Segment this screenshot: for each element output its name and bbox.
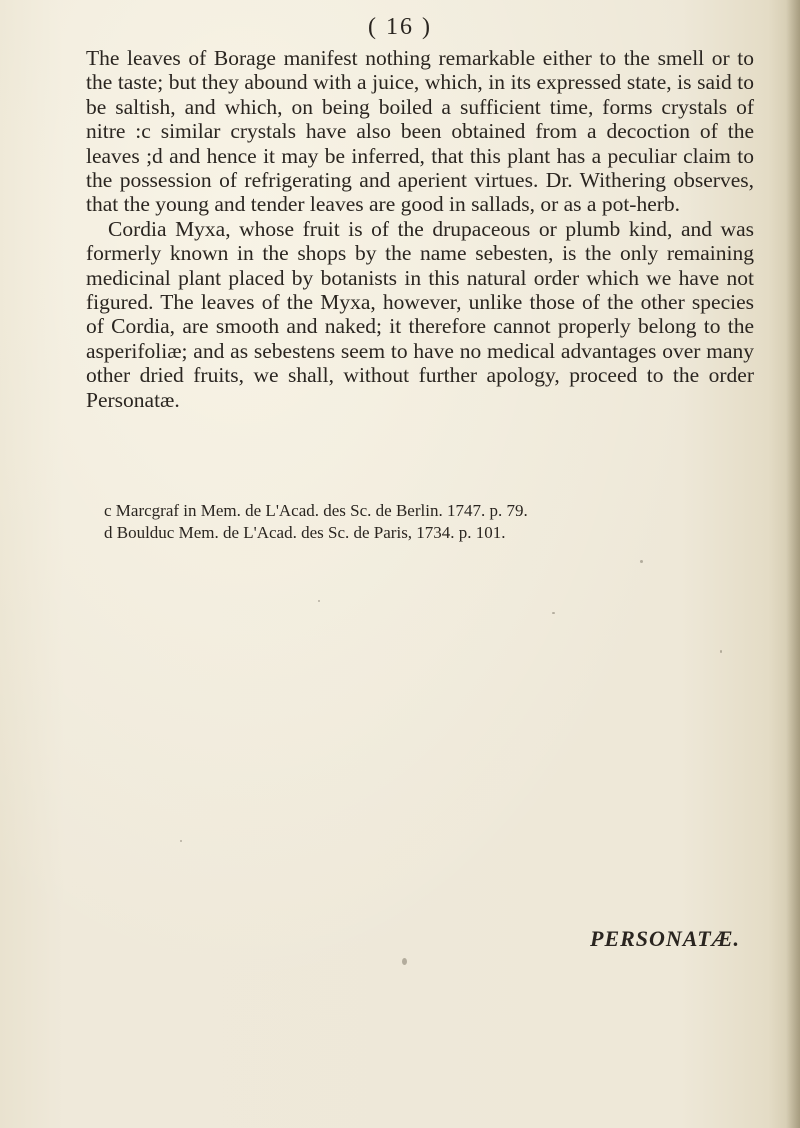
- paragraph-borage: The leaves of Borage manifest nothing remarkable either to the smell or to the taste; but they abound with a juice, which, in its expressed state, is said to be saltish, and which, on being boiled a sufficient time, forms crystals of nitre :c similar crystals have also been obtained from a decoction of the leaves ;d and hence it may be inferred, that this plant has a peculiar claim to the possession of refrigerating and aperient virtues. Dr. Withering observes, that the young and tender leaves are good in sallads, or as a pot-herb.: [86, 46, 754, 217]
- main-text: [86, 46, 754, 412]
- catchword: PERSONATÆ.: [590, 926, 740, 951]
- footnotes: [104, 500, 744, 544]
- footnote-d: d Boulduc Mem. de L'Acad. des Sc. de Paris, 1734. p. 101.: [104, 523, 506, 542]
- page-number: ( 16 ): [368, 14, 432, 40]
- page-edge-shadow: [786, 0, 800, 1128]
- paragraph-cordia-myxa: Cordia Myxa, whose fruit is of the drupaceous or plumb kind, and was formerly known in the shops by the name sebesten, is the only remaining medicinal plant placed by botanists in this natural order which we have not figured. The leaves of the Myxa, however, unlike those of the other species of Cordia, are smooth and naked; it therefore cannot properly belong to the asperifoliæ; and as sebestens seem to have no medical advantages over many other dried fruits, we shall, without further apology, proceed to the order Personatæ.: [86, 216, 754, 412]
- footnote-c: c Marcgraf in Mem. de L'Acad. des Sc. de Berlin. 1747. p. 79.: [104, 501, 528, 520]
